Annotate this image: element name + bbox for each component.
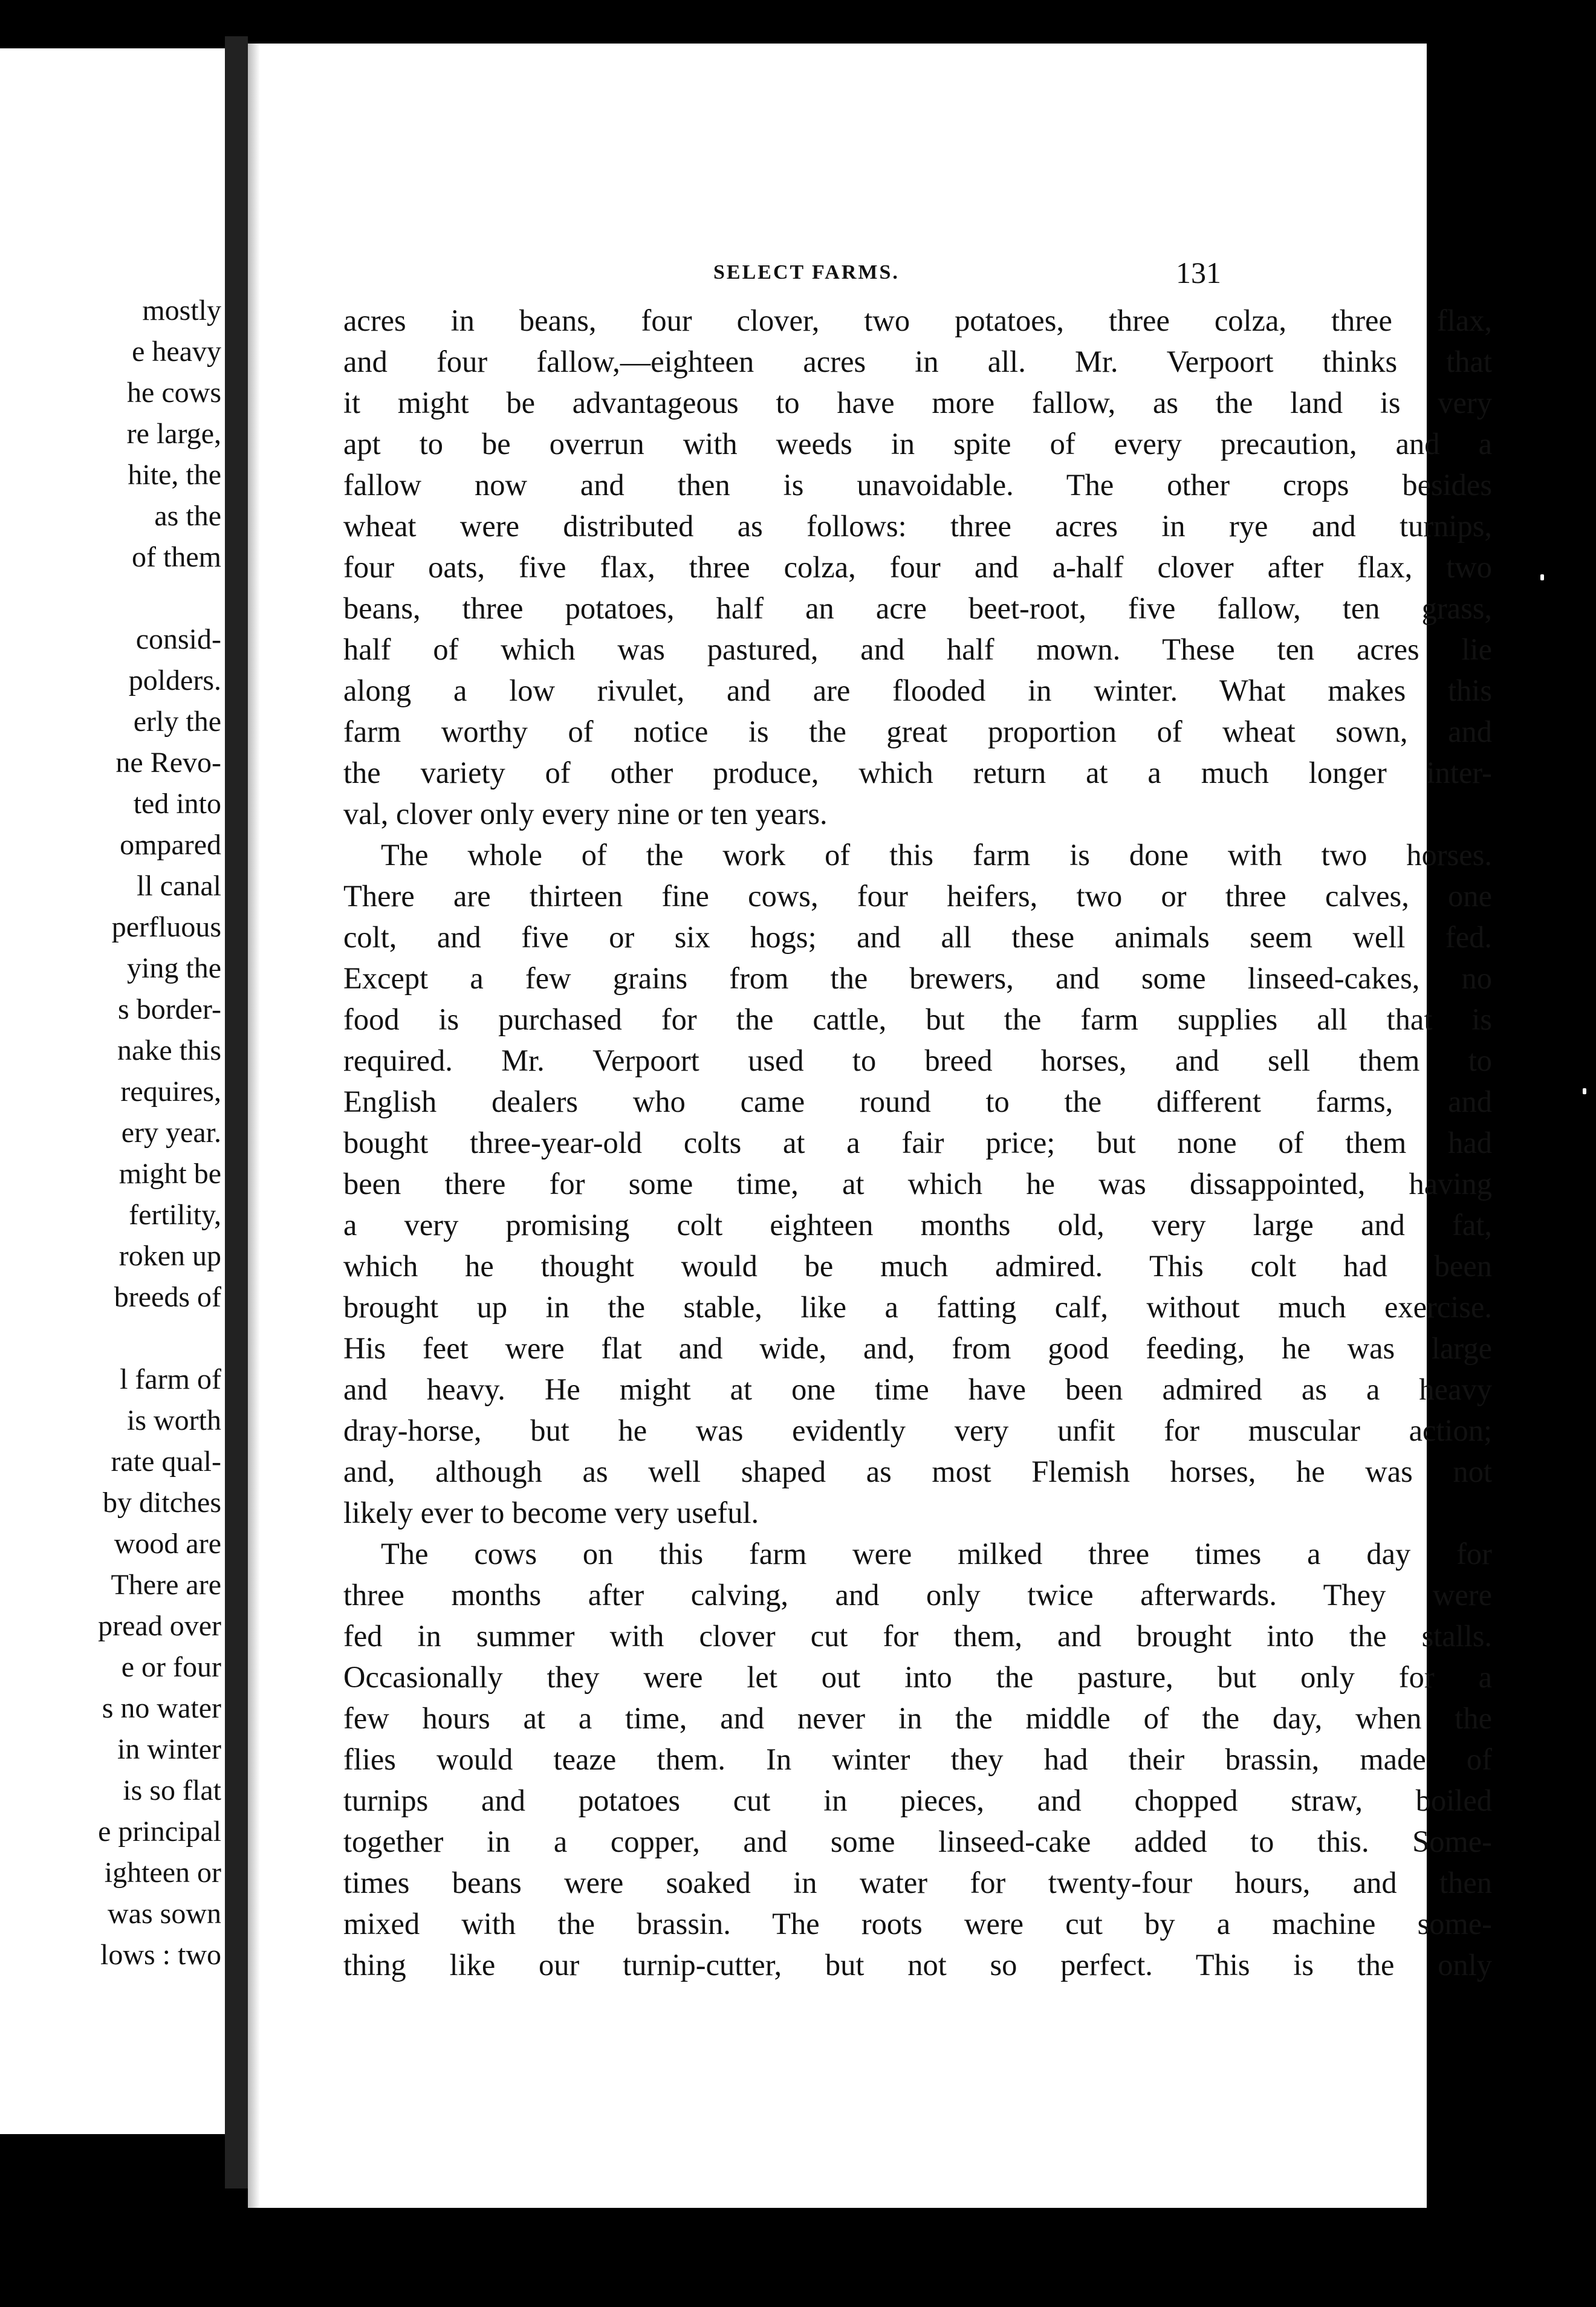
facing-page-line: hite, the xyxy=(128,459,221,491)
text-line: dray-horse, but he was evidently very unfit for muscular action; xyxy=(343,1413,1492,1447)
facing-page-line: re large, xyxy=(126,418,221,450)
text-line: farm worthy of notice is the great proportion of wheat sown, and xyxy=(343,715,1492,748)
facing-page-line: pread over xyxy=(98,1610,221,1642)
facing-page-line: fertility, xyxy=(129,1199,221,1231)
facing-page-line: roken up xyxy=(118,1240,221,1272)
facing-page-line: ne Revo- xyxy=(115,747,221,779)
text-line: fed in summer with clover cut for them, and brought into the stalls. xyxy=(343,1619,1492,1653)
text-line: wheat were distributed as follows: three acres in rye and turnips, xyxy=(343,509,1492,543)
paragraph xyxy=(343,300,1496,834)
text-line: together in a copper, and some linseed-cake added to this. Some- xyxy=(343,1825,1492,1858)
facing-page-line: e principal xyxy=(98,1815,221,1848)
facing-page-line: lows : two xyxy=(100,1939,221,1971)
text-line: and four fallow,—eighteen acres in all. Mr. Verpoort thinks that xyxy=(343,345,1492,378)
text-line: colt, and five or six hogs; and all these animals seem well fed. xyxy=(343,920,1492,954)
text-line: val, clover only every nine or ten years. xyxy=(343,797,828,831)
text-line: and, although as well shaped as most Flemish horses, he was not xyxy=(343,1455,1492,1488)
text-line: food is purchased for the cattle, but the farm supplies all that is xyxy=(343,1002,1492,1036)
text-line: the variety of other produce, which return at a much longer inter- xyxy=(343,756,1492,790)
body-text xyxy=(343,300,1496,1985)
facing-page-line: in winter xyxy=(117,1733,221,1765)
facing-page-line: wood are xyxy=(114,1528,221,1560)
facing-page-line: nake this xyxy=(117,1034,221,1066)
facing-page-line: he cows xyxy=(127,377,221,409)
text-line: There are thirteen fine cows, four heifers, two or three calves, one xyxy=(343,879,1492,913)
text-line: Occasionally they were let out into the pasture, but only for a xyxy=(343,1660,1492,1694)
running-title: SELECT FARMS. xyxy=(713,261,900,284)
text-line: it might be advantageous to have more fallow, as the land is very xyxy=(343,386,1492,420)
facing-page-line: is so flat xyxy=(123,1774,221,1806)
facing-page-line: e or four xyxy=(121,1651,221,1683)
text-line: flies would teaze them. In winter they had their brassin, made of xyxy=(343,1742,1492,1776)
facing-page-line: ighteen or xyxy=(104,1857,221,1889)
facing-page-line: mostly xyxy=(142,294,221,326)
text-line: apt to be overrun with weeds in spite of every precaution, and a xyxy=(343,427,1492,461)
margin-speck xyxy=(1540,574,1544,580)
facing-page-line: e heavy xyxy=(132,336,221,368)
facing-page-line: as the xyxy=(154,500,221,532)
text-line: The cows on this farm were milked three times a day for xyxy=(381,1537,1492,1571)
text-line: beans, three potatoes, half an acre beet-root, five fallow, ten grass, xyxy=(343,591,1492,625)
facing-page-line: rate qual- xyxy=(111,1446,221,1478)
facing-page-line: s border- xyxy=(118,993,221,1025)
paragraph xyxy=(343,834,1496,1533)
facing-page-line: ery year. xyxy=(121,1117,221,1149)
text-line: half of which was pastured, and half mown. These ten acres lie xyxy=(343,632,1492,666)
text-line: few hours at a time, and never in the middle of the day, when the xyxy=(343,1701,1492,1735)
text-line: been there for some time, at which he was dissappointed, having xyxy=(343,1167,1492,1201)
text-line: His feet were flat and wide, and, from good feeding, he was large xyxy=(343,1331,1492,1365)
page-header xyxy=(713,255,1221,289)
facing-page-line: consid- xyxy=(135,623,221,655)
text-line: three months after calving, and only twice afterwards. They were xyxy=(343,1578,1492,1612)
text-line: a very promising colt eighteen months old, very large and fat, xyxy=(343,1208,1492,1242)
facing-page-line: perfluous xyxy=(111,911,221,943)
facing-page-line: requires, xyxy=(120,1076,221,1108)
facing-page-line: ying the xyxy=(127,952,221,984)
facing-page-line: ompared xyxy=(120,829,221,861)
text-line: acres in beans, four clover, two potatoes, three colza, three flax, xyxy=(343,303,1492,337)
paragraph xyxy=(343,1533,1496,1985)
text-line: times beans were soaked in water for twenty-four hours, and then xyxy=(343,1866,1492,1900)
text-line: brought up in the stable, like a fatting calf, without much exercise. xyxy=(343,1290,1492,1324)
text-line: four oats, five flax, three colza, four and a-half clover after flax, two xyxy=(343,550,1492,584)
text-line: along a low rivulet, and are flooded in winter. What makes this xyxy=(343,673,1492,707)
text-line: likely ever to become very useful. xyxy=(343,1496,759,1530)
text-line: English dealers who came round to the different farms, and xyxy=(343,1085,1492,1118)
facing-page-line: of them xyxy=(132,541,221,573)
facing-page-line: s no water xyxy=(102,1692,221,1724)
facing-page-line: ll canal xyxy=(137,870,221,902)
text-line: and heavy. He might at one time have been admired as a heavy xyxy=(343,1372,1492,1406)
facing-page-line: polders. xyxy=(128,664,221,696)
facing-page-line: might be xyxy=(118,1158,221,1190)
margin-speck xyxy=(1583,1088,1586,1094)
text-line: bought three-year-old colts at a fair price; but none of them had xyxy=(343,1126,1492,1160)
facing-page-fragment xyxy=(0,48,225,2134)
book-page xyxy=(248,44,1492,2208)
text-line: mixed with the brassin. The roots were cut by a machine some- xyxy=(343,1907,1492,1941)
facing-page-line: is worth xyxy=(127,1404,221,1436)
text-line: turnips and potatoes cut in pieces, and chopped straw, boiled xyxy=(343,1783,1492,1817)
facing-page-line: breeds of xyxy=(114,1281,221,1313)
text-line: which he thought would be much admired. This colt had been xyxy=(343,1249,1492,1283)
text-line: fallow now and then is unavoidable. The other crops besides xyxy=(343,468,1492,502)
facing-page-line: ted into xyxy=(133,788,221,820)
text-line: The whole of the work of this farm is done with two horses. xyxy=(381,838,1492,872)
facing-page-line: There are xyxy=(111,1569,221,1601)
page-number: 131 xyxy=(1176,256,1221,290)
facing-page-line: erly the xyxy=(133,706,221,738)
facing-page-line: l farm of xyxy=(120,1363,221,1395)
facing-page-line: was sown xyxy=(108,1898,221,1930)
text-line: Except a few grains from the brewers, and some linseed-cakes, no xyxy=(343,961,1492,995)
text-line: required. Mr. Verpoort used to breed horses, and sell them to xyxy=(343,1043,1492,1077)
book-gutter xyxy=(225,36,248,2189)
facing-page-line: by ditches xyxy=(103,1487,221,1519)
text-line: thing like our turnip-cutter, but not so perfect. This is the only xyxy=(343,1948,1492,1982)
spine-shadow xyxy=(248,44,260,2208)
